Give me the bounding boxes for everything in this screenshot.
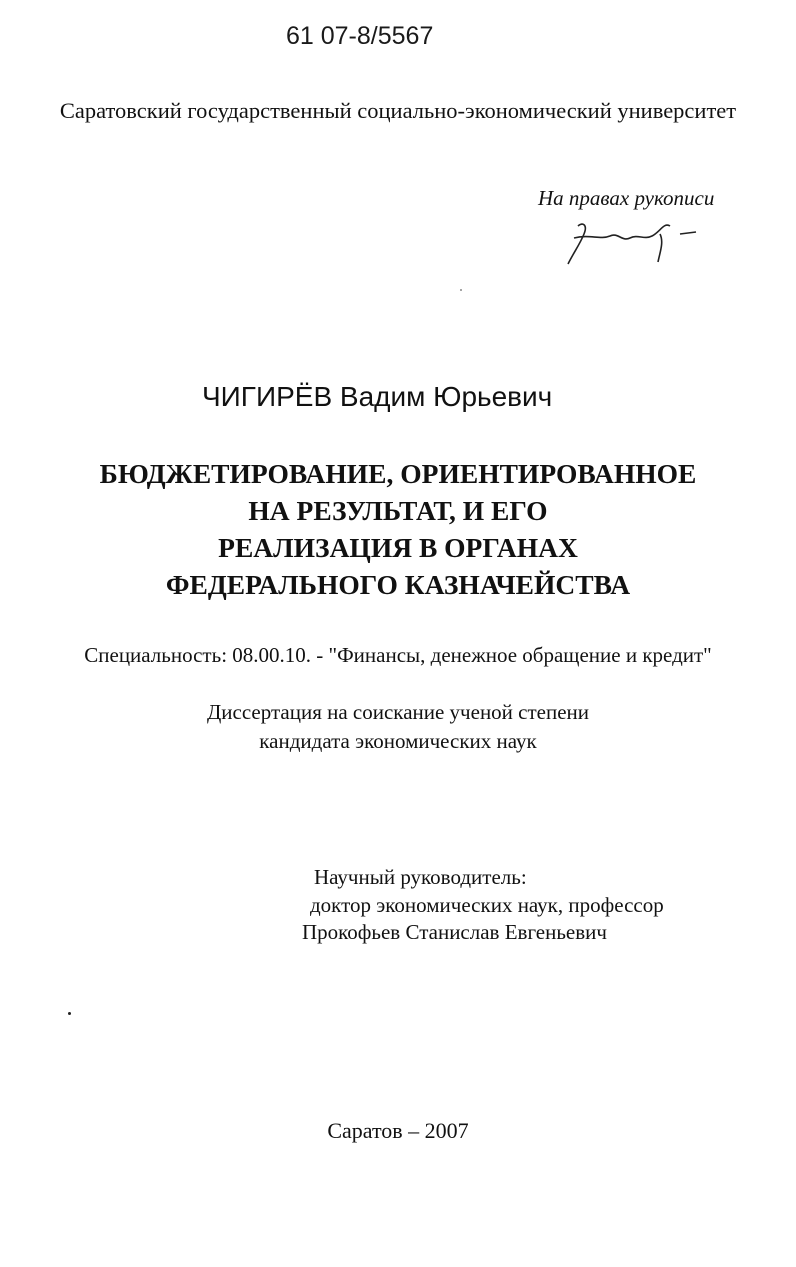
title-line: РЕАЛИЗАЦИЯ В ОРГАНАХ [218,532,578,563]
scan-speck [460,289,462,291]
title-line: БЮДЖЕТИРОВАНИЕ, ОРИЕНТИРОВАННОЕ [99,458,697,489]
title-line: ФЕДЕРАЛЬНОГО КАЗНАЧЕЙСТВА [165,569,631,600]
dissertation-line: кандидата экономических наук [259,729,537,753]
advisor-name: Прокофьев Станислав Евгеньевич [302,920,607,944]
advisor-label: Научный руководитель: [314,865,527,889]
specialty: Специальность: 08.00.10. - "Финансы, денежное обращение и кредит" [84,643,712,667]
catalog-number: 61 07-8/5567 [286,22,434,50]
dissertation-degree [0,698,796,756]
title-line: НА РЕЗУЛЬТАТ, И ЕГО [248,495,548,526]
author-name: ЧИГИРЁВ Вадим Юрьевич [202,381,553,412]
scan-speck [68,1012,71,1015]
city-year: Саратов – 2007 [327,1118,469,1143]
manuscript-note: На правах рукописи [538,186,715,210]
university-name: Саратовский государственный социально-экономический университет [59,98,737,123]
dissertation-title [0,455,796,603]
dissertation-line: Диссертация на соискание ученой степени [206,700,590,724]
advisor-degree: доктор экономических наук, профессор [310,893,664,917]
handwritten-signature [560,212,710,272]
